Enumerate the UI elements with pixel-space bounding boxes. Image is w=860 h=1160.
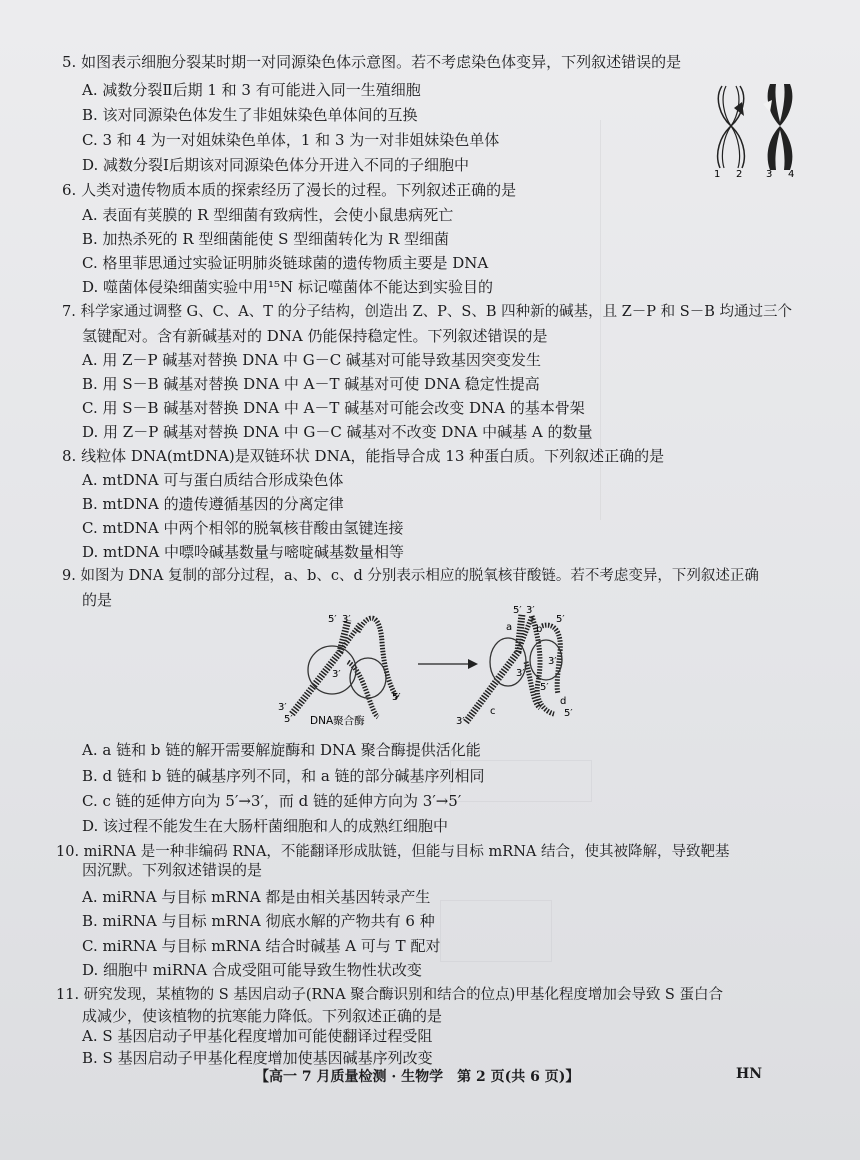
q7-option-c: C. 用 S－B 碱基对替换 DNA 中 A－T 碱基对可能会改变 DNA 的基本骨架	[82, 399, 585, 417]
left-label-5p-top: 5′	[328, 614, 337, 625]
q10-option-b: B. miRNA 与目标 mRNA 彻底水解的产物共有 6 种	[82, 912, 435, 930]
label-4: 4	[788, 169, 795, 178]
left-label-5p-bottom: 5′	[284, 714, 293, 725]
dna-polymerase-label: DNA聚合酶	[310, 715, 365, 727]
q10-option-c: C. miRNA 与目标 mRNA 结合时碱基 A 可与 T 配对	[82, 937, 441, 955]
q5-option-d: D. 减数分裂Ⅰ后期该对同源染色体分开进入不同的子细胞中	[82, 156, 469, 174]
q5-option-a: A. 减数分裂Ⅱ后期 1 和 3 有可能进入同一生殖细胞	[82, 81, 421, 99]
q5-option-c: C. 3 和 4 为一对姐妹染色单体，1 和 3 为一对非姐妹染色单体	[82, 131, 500, 149]
footer-region-code: HN	[736, 1066, 763, 1082]
right-label-a: a	[506, 622, 513, 633]
q10-stem-2: 因沉默。下列叙述错误的是	[82, 861, 263, 879]
left-label-3p-mid: 3′	[332, 669, 341, 680]
right-label-5p-right: 5′	[556, 614, 565, 625]
q9-stem-1: 9. 如图为 DNA 复制的部分过程，a、b、c、d 分别表示相应的脱氧核苷酸链。若不考虑变异，下列叙述正确	[62, 568, 759, 584]
label-3: 3	[766, 169, 773, 178]
right-label-b: b	[536, 624, 543, 635]
right-label-3p-bottom: 3′	[456, 716, 465, 727]
q5-chromosome-figure	[700, 78, 810, 178]
right-label-5p-top: 5′	[513, 605, 522, 616]
q8-stem: 8. 线粒体 DNA(mtDNA)是双链环状 DNA，能指导合成 13 种蛋白质。下列叙述正确的是	[62, 447, 665, 465]
q9-option-a: A. a 链和 b 链的解开需要解旋酶和 DNA 聚合酶提供活化能	[82, 741, 481, 759]
q9-dna-replication-figure	[270, 602, 600, 742]
right-label-3p-mid2: 3′	[548, 656, 557, 667]
q6-option-c: C. 格里菲思通过实验证明肺炎链球菌的遗传物质主要是 DNA	[82, 254, 489, 272]
right-label-d: d	[560, 696, 567, 707]
left-label-5p-right: 5′	[392, 692, 401, 703]
q9-stem-2: 的是	[82, 591, 113, 609]
q9-option-b: B. d 链和 b 链的碱基序列不同，和 a 链的部分碱基序列相同	[82, 767, 485, 785]
right-label-5p-bottom: 5′	[564, 708, 573, 719]
q9-option-d: D. 该过程不能发生在大肠杆菌细胞和人的成熟红细胞中	[82, 817, 449, 835]
q10-option-d: D. 细胞中 miRNA 合成受阻可能导致生物性状改变	[82, 961, 422, 979]
q7-option-b: B. 用 S－B 碱基对替换 DNA 中 A－T 碱基对可使 DNA 稳定性提高	[82, 375, 540, 393]
q8-option-a: A. mtDNA 可与蛋白质结合形成染色体	[82, 471, 344, 489]
q6-option-a: A. 表面有荚膜的 R 型细菌有致病性，会使小鼠患病死亡	[82, 206, 454, 224]
left-label-3p-bottom: 3′	[278, 702, 287, 713]
q5-stem: 5. 如图表示细胞分裂某时期一对同源染色体示意图。若不考虑染色体变异，下列叙述错误的是	[62, 53, 682, 71]
q8-option-d: D. mtDNA 中嘌呤碱基数量与嘧啶碱基数量相等	[82, 543, 405, 561]
label-1: 1	[714, 169, 721, 178]
q9-option-c: C. c 链的延伸方向为 5′→3′，而 d 链的延伸方向为 3′→5′	[82, 792, 462, 810]
q11-option-a: A. S 基因启动子甲基化程度增加可能使翻译过程受阻	[82, 1027, 433, 1045]
q6-stem: 6. 人类对遗传物质本质的探索经历了漫长的过程。下列叙述正确的是	[62, 181, 517, 199]
q10-stem-1: 10. miRNA 是一种非编码 RNA，不能翻译形成肽链，但能与目标 mRNA 结合，使其被降解，导致靶基	[56, 844, 730, 860]
q7-option-d: D. 用 Z－P 碱基对替换 DNA 中 G－C 碱基对不改变 DNA 中碱基 A 的数量	[82, 423, 593, 441]
q11-option-b: B. S 基因启动子甲基化程度增加使基因碱基序列改变	[82, 1049, 433, 1067]
q6-option-b: B. 加热杀死的 R 型细菌能使 S 型细菌转化为 R 型细菌	[82, 230, 450, 248]
right-label-5p-mid: 5′	[540, 682, 549, 693]
q7-option-a: A. 用 Z－P 碱基对替换 DNA 中 G－C 碱基对可能导致基因突变发生	[82, 351, 541, 369]
q11-stem-1: 11. 研究发现，某植物的 S 基因启动子(RNA 聚合酶识别和结合的位点)甲基化程度增加会导致 S 蛋白合	[56, 987, 723, 1003]
q8-option-c: C. mtDNA 中两个相邻的脱氧核苷酸由氢键连接	[82, 519, 404, 537]
q6-option-d: D. 噬菌体侵染细菌实验中用¹⁵N 标记噬菌体不能达到实验目的	[82, 278, 493, 296]
q8-option-b: B. mtDNA 的遗传遵循基因的分离定律	[82, 495, 344, 513]
right-label-c: c	[490, 706, 496, 717]
right-label-3p-mid: 3′	[516, 668, 525, 679]
bleed-through-bottom-2	[440, 900, 552, 962]
right-label-3p-top: 3′	[526, 605, 535, 616]
q11-stem-2: 成减少，使该植物的抗寒能力降低。下列叙述正确的是	[82, 1007, 443, 1025]
q10-option-a: A. miRNA 与目标 mRNA 都是由相关基因转录产生	[82, 888, 431, 906]
replication-left-panel	[278, 614, 401, 727]
footer-title: 【高一 7 月质量检测 · 生物学 第 2 页(共 6 页)】	[255, 1069, 580, 1085]
q7-stem-1: 7. 科学家通过调整 G、C、A、T 的分子结构，创造出 Z、P、S、B 四种新的碱基，且 Z－P 和 S－B 均通过三个	[62, 304, 792, 320]
q5-option-b: B. 该对同源染色体发生了非姐妹染色单体间的互换	[82, 106, 418, 124]
label-2: 2	[736, 169, 743, 178]
q7-stem-2: 氢键配对。含有新碱基对的 DNA 仍能保持稳定性。下列叙述错误的是	[82, 327, 548, 345]
left-label-3p-top: 3′	[342, 614, 351, 625]
